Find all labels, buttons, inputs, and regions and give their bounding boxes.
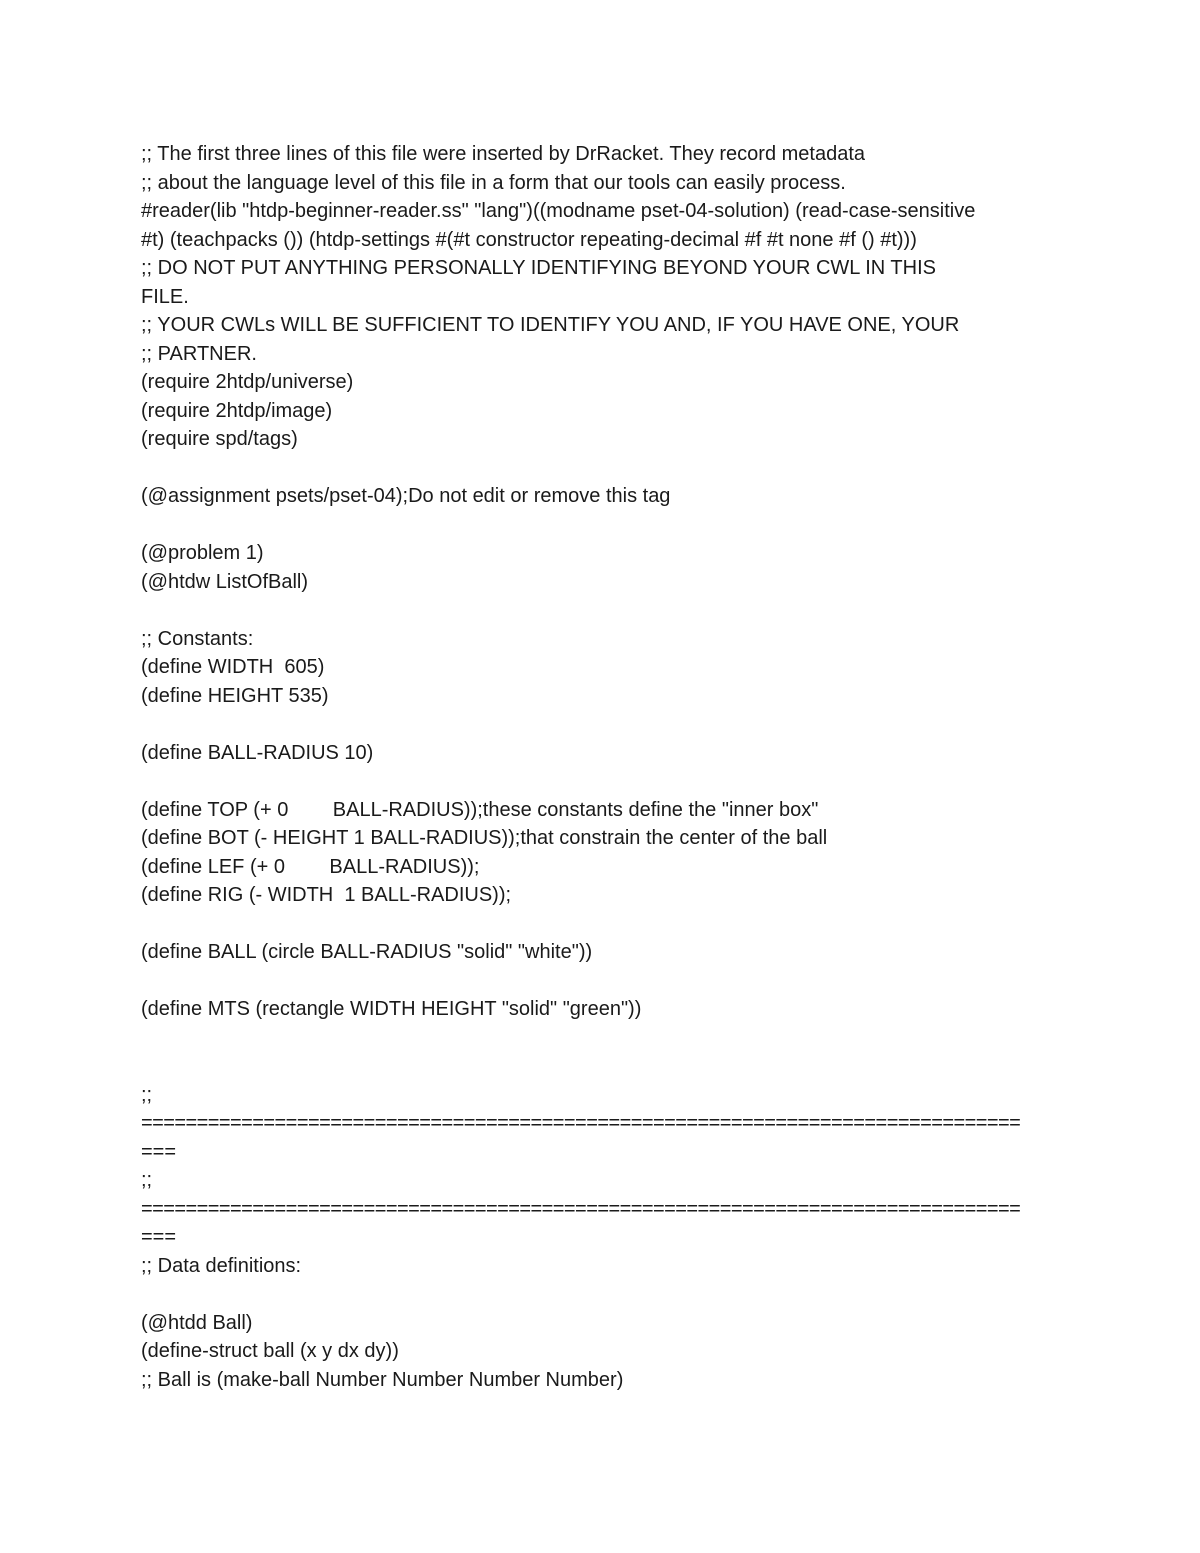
blank-line <box>141 511 1061 540</box>
require-line: (require 2htdp/universe) <box>141 371 354 393</box>
comment-line: ;; YOUR CWLs WILL BE SUFFICIENT TO IDENTIFY YOU AND, IF YOU HAVE ONE, YOUR <box>141 314 960 336</box>
blank-line <box>141 596 1061 625</box>
define-line: (define BALL-RADIUS 10) <box>141 741 374 764</box>
blank-line <box>141 710 1061 739</box>
comment-line: FILE. <box>141 285 189 308</box>
reader-line: #t) (teachpacks ()) (htdp-settings #(#t constructor repeating-decimal #f #t none #f () #t))) <box>141 228 917 251</box>
section-comment-line: ;; Constants: <box>141 627 254 650</box>
htdd-tag-line: (@htdd Ball) <box>141 1311 253 1334</box>
comment-line: ;; DO NOT PUT ANYTHING PERSONALLY IDENTIFYING BEYOND YOUR CWL IN THIS <box>141 257 936 279</box>
define-line: (define RIG (- WIDTH 1 BALL-RADIUS)); <box>141 884 512 906</box>
assignment-tag-line: (@assignment psets/pset-04);Do not edit or remove this tag <box>141 485 671 507</box>
define-line: (define BALL (circle BALL-RADIUS "solid" "white")) <box>141 941 593 963</box>
problem-tag-line: (@problem 1) <box>141 542 264 564</box>
define-line: (define MTS (rectangle WIDTH HEIGHT "solid" "green")) <box>141 998 642 1020</box>
require-line: (require spd/tags) <box>141 428 298 450</box>
reader-line: #reader(lib "htdp-beginner-reader.ss" "lang")((modname pset-04-solution) (read-case-sensitive <box>141 200 976 222</box>
blank-line <box>141 1052 1061 1081</box>
comment-line: ;; <box>141 1169 153 1191</box>
code-listing <box>141 140 1061 1394</box>
blank-line <box>141 910 1061 939</box>
define-line: (define WIDTH 605) <box>141 656 325 678</box>
require-line: (require 2htdp/image) <box>141 399 333 422</box>
comment-line: ;; PARTNER. <box>141 342 257 365</box>
comment-line: ;; <box>141 1083 153 1106</box>
define-struct-line: (define-struct ball (x y dx dy)) <box>141 1340 399 1362</box>
define-line: (define BOT (- HEIGHT 1 BALL-RADIUS));that constrain the center of the ball <box>141 827 828 849</box>
separator-rule: =============================================================================== <box>141 1112 1021 1134</box>
blank-line <box>141 1024 1061 1053</box>
define-line: (define TOP (+ 0 BALL-RADIUS));these constants define the "inner box" <box>141 798 819 821</box>
blank-line <box>141 967 1061 996</box>
separator-rule: =============================================================================== <box>141 1197 1021 1220</box>
comment-line: ;; about the language level of this file in a form that our tools can easily process. <box>141 171 846 194</box>
define-line: (define HEIGHT 535) <box>141 684 329 707</box>
htdw-tag-line: (@htdw ListOfBall) <box>141 570 309 593</box>
section-comment-line: ;; Data definitions: <box>141 1254 302 1277</box>
comment-line: ;; Ball is (make-ball Number Number Number Number) <box>141 1368 624 1391</box>
blank-line <box>141 767 1061 796</box>
separator-rule-tail: === <box>141 1226 177 1248</box>
comment-line: ;; The first three lines of this file were inserted by DrRacket. They record metadata <box>141 143 866 165</box>
separator-rule-tail: === <box>141 1140 177 1163</box>
define-line: (define LEF (+ 0 BALL-RADIUS)); <box>141 855 480 878</box>
blank-line <box>141 1280 1061 1309</box>
blank-line <box>141 454 1061 483</box>
